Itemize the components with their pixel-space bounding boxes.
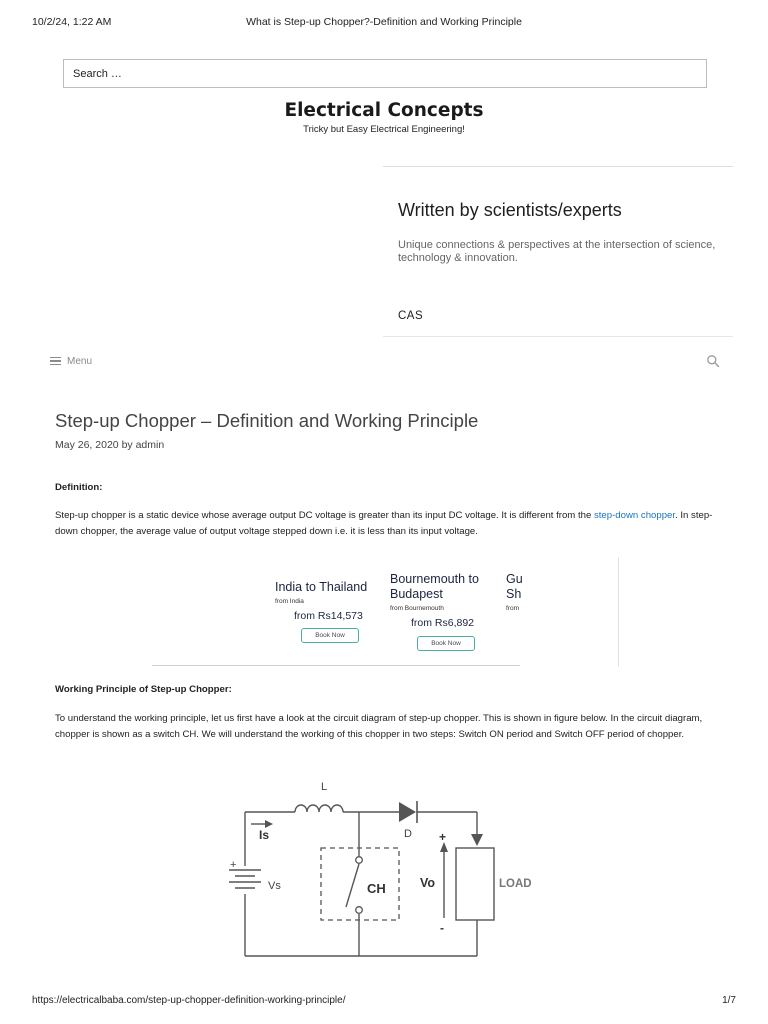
load-label: LOAD (499, 878, 532, 890)
print-header (32, 16, 736, 30)
step-up-chopper-circuit (215, 770, 545, 960)
post-by: by (121, 439, 133, 451)
print-timestamp: 10/2/24, 1:22 AM (32, 16, 112, 28)
ad-card-destination: India to Thailand (275, 580, 368, 594)
ad-card-destination-line2: Budapest (390, 587, 443, 601)
battery-symbol (229, 870, 261, 888)
article-title: Step-up Chopper – Definition and Working Principle (55, 410, 479, 431)
post-date[interactable]: May 26, 2020 (55, 439, 119, 451)
ad-divider (152, 665, 520, 666)
ad-divider-vertical (618, 557, 619, 667)
menu-toggle[interactable] (50, 353, 92, 369)
diode-label: D (404, 828, 412, 840)
site-tagline: Tricky but Easy Electrical Engineering! (303, 124, 465, 135)
output-plus-label: + (439, 830, 447, 844)
working-paragraph: To understand the working principle, let us first have a look at the circuit diagram of step-up chopper. This is shown in figure below. In the circuit diagram, chopper is shown as a switch CH. We will understand the working of this chopper in two steps: Switch ON period and Switch OFF period of chopper. (55, 713, 703, 741)
chopper-switch-blade (346, 864, 359, 907)
ad-card[interactable] (506, 557, 523, 657)
source-voltage-label: Vs (268, 880, 281, 892)
ad-card-origin: from India (275, 598, 304, 605)
step-down-chopper-link[interactable]: step-down chopper (593, 510, 676, 521)
site-title[interactable]: Electrical Concepts (284, 100, 484, 121)
menu-label: Menu (67, 355, 93, 367)
book-now-button[interactable]: Book Now (417, 636, 475, 651)
arrow-head (471, 834, 483, 846)
definition-heading: Definition: (55, 482, 103, 493)
definition-text-2: . In step-down chopper, the average value of output voltage stepped down i.e. it is less than its input voltage. (55, 510, 713, 538)
hamburger-icon (50, 357, 61, 365)
ad-card[interactable] (275, 557, 383, 657)
travel-ad (152, 557, 620, 667)
diode-symbol (399, 802, 416, 822)
ad-card-origin: from Bournemouth (390, 605, 444, 612)
ad-card[interactable] (390, 557, 498, 657)
print-page-title: What is Step-up Chopper?-Definition and Working Principle (246, 16, 522, 28)
ad-card-destination: Bournemouth to (390, 572, 479, 586)
search-box (63, 59, 707, 88)
ad-description: Unique connections & perspectives at the intersection of science, technology & innovation. (398, 239, 716, 264)
search-input[interactable] (64, 60, 706, 87)
output-voltage-label: Vo (420, 876, 436, 890)
working-heading: Working Principle of Step-up Chopper: (55, 684, 232, 695)
ad-card-destination-line2: Sh (506, 587, 522, 601)
chopper-label: CH (367, 881, 386, 896)
output-minus-label: - (440, 921, 444, 935)
ad-card-origin: from (506, 605, 519, 612)
ad-cta[interactable]: CAS (398, 310, 424, 322)
post-meta (55, 439, 164, 451)
ad-headline[interactable]: Written by scientists/experts (398, 200, 622, 220)
ad-card-price: from Rs6,892 (411, 617, 475, 629)
arrow-head (265, 820, 273, 828)
print-url: https://electricalbaba.com/step-up-chopper-definition-working-principle/ (32, 995, 346, 1006)
source-plus-label: + (230, 859, 237, 871)
inductor-coil (295, 805, 343, 812)
ad-card-price: from Rs14,573 (294, 610, 363, 622)
sidebar-ad[interactable] (383, 166, 733, 337)
search-icon[interactable] (706, 354, 720, 368)
print-footer (32, 995, 736, 1009)
print-page-number: 1/7 (722, 995, 736, 1006)
source-current-label: Is (259, 828, 270, 842)
book-now-button[interactable]: Book Now (301, 628, 359, 643)
post-author[interactable]: admin (135, 439, 165, 451)
definition-paragraph (55, 508, 715, 540)
definition-text-1: Step-up chopper is a static device whose average output DC voltage is greater than its input DC voltage. It is different from the (55, 510, 594, 521)
load-box (456, 848, 494, 920)
ad-card-destination: Gu (506, 572, 523, 586)
switch-contact (356, 857, 363, 864)
inductor-label: L (321, 781, 328, 793)
switch-contact (356, 907, 363, 914)
